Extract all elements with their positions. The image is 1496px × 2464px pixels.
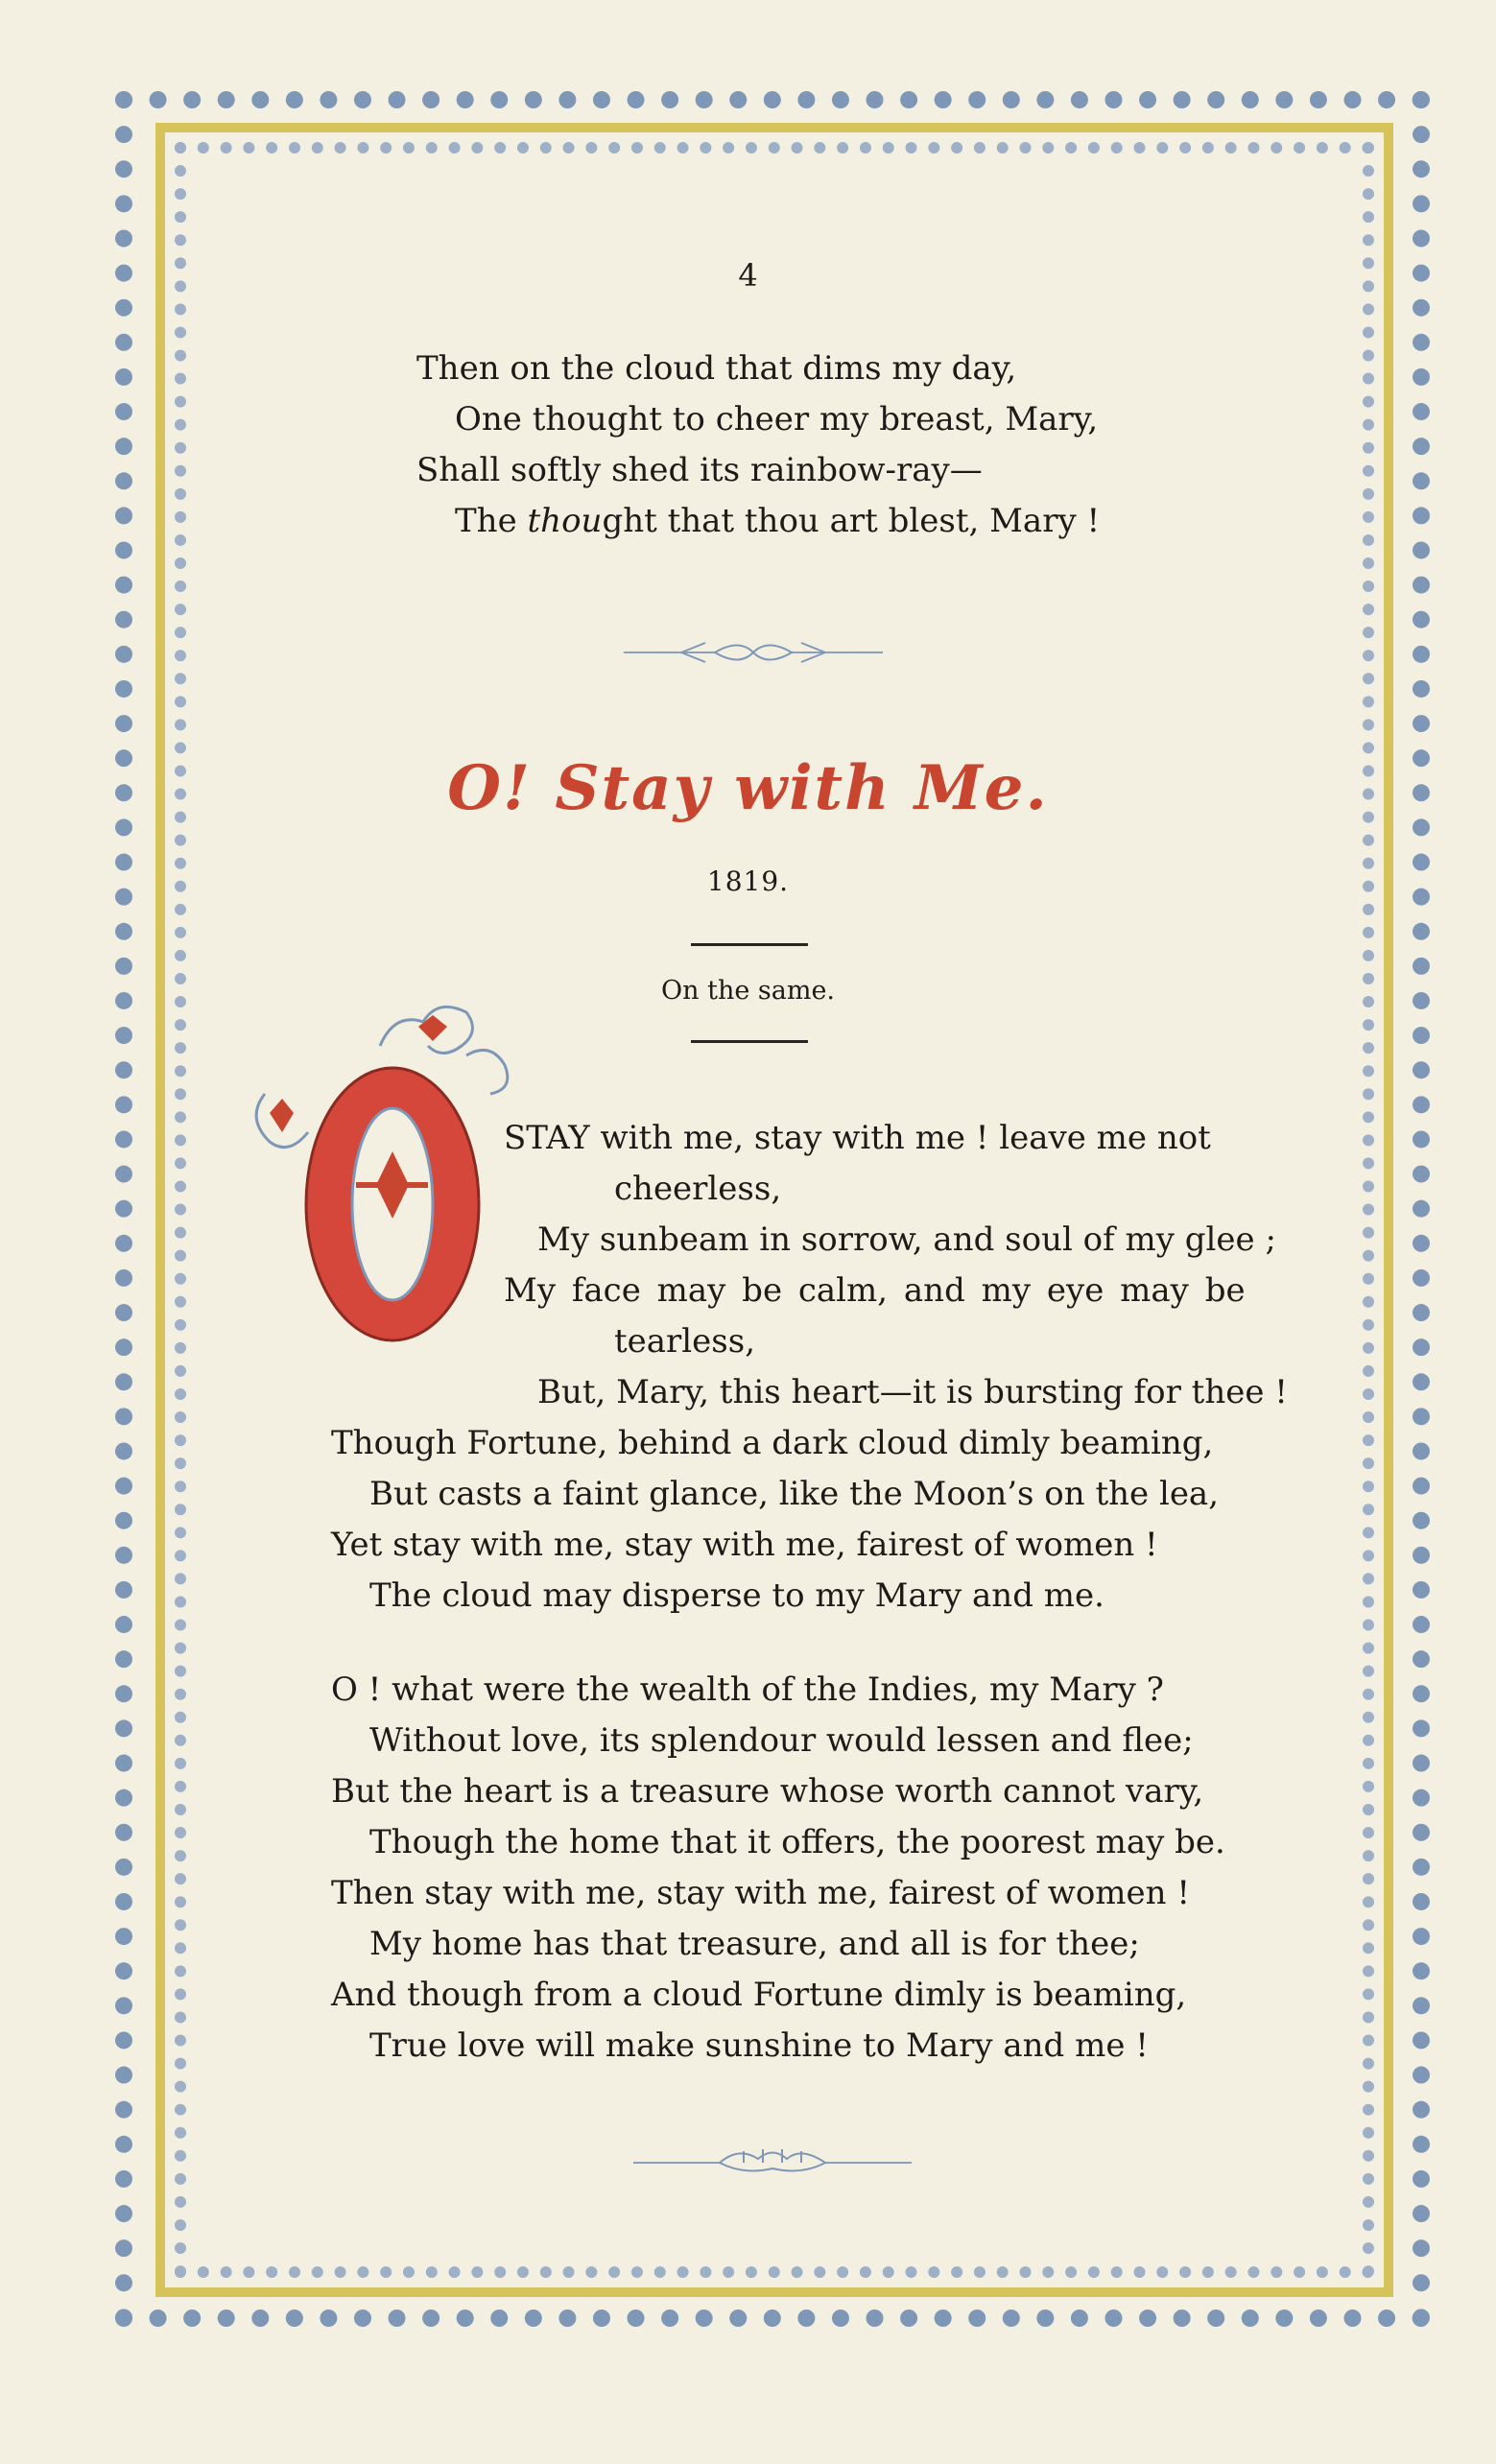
- page-number: 4: [738, 257, 758, 294]
- emphasis: thou: [527, 502, 603, 540]
- divider: [691, 943, 808, 946]
- flourish-ornament: [633, 2142, 912, 2180]
- poem-line: tearless,: [614, 1322, 756, 1361]
- poem-line: And though from a cloud Fortune dimly is beaming,: [331, 1976, 1187, 2014]
- stanza-top: [416, 344, 1100, 547]
- dropcap-letter: O: [392, 974, 406, 992]
- poem-line: My face may be calm, and my eye may be: [504, 1271, 1246, 1310]
- poem-line: Though Fortune, behind a dark cloud dimly beaming,: [331, 1424, 1214, 1462]
- poem-line: My home has that treasure, and all is for thee;: [369, 1925, 1140, 1963]
- poem-line: The cloud may disperse to my Mary and me.: [369, 1576, 1104, 1615]
- poem-line: True love will make sunshine to Mary and me !: [369, 2026, 1149, 2065]
- stanza-main: [331, 1113, 1288, 1622]
- poem-year: 1819.: [706, 865, 790, 897]
- poem-line: But, Mary, this heart—it is bursting for thee !: [537, 1373, 1288, 1411]
- poem-line: Though the home that it offers, the poorest may be.: [369, 1823, 1225, 1861]
- poem-line: The thought that thou art blest, Mary !: [455, 502, 1101, 540]
- poem-line: Yet stay with me, stay with me, fairest of women !: [331, 1526, 1158, 1564]
- poem-line: Then stay with me, stay with me, fairest of women !: [331, 1874, 1191, 1912]
- poem-line: My sunbeam in sorrow, and soul of my glee ;: [537, 1220, 1276, 1259]
- divider: [691, 1040, 808, 1043]
- poem-line: Without love, its splendour would lessen and flee;: [369, 1721, 1194, 1760]
- poem-line: One thought to cheer my breast, Mary,: [455, 400, 1099, 438]
- poem-line: But the heart is a treasure whose worth cannot vary,: [331, 1772, 1204, 1811]
- flourish-ornament: [624, 633, 883, 672]
- poem-title: O! Stay with Me.: [447, 752, 1049, 824]
- poem-line: But casts a faint glance, like the Moon’s on the lea,: [369, 1475, 1220, 1513]
- poem-line: O ! what were the wealth of the Indies, my Mary ?: [331, 1670, 1164, 1709]
- poem-subtitle: On the same.: [660, 976, 836, 1006]
- stanza-last: [331, 1665, 1225, 2072]
- poem-line: Then on the cloud that dims my day,: [416, 349, 1017, 388]
- poem-line: Shall softly shed its rainbow-ray—: [416, 451, 983, 489]
- poem-line: cheerless,: [614, 1170, 782, 1208]
- poem-line: STAY with me, stay with me ! leave me not: [504, 1119, 1211, 1157]
